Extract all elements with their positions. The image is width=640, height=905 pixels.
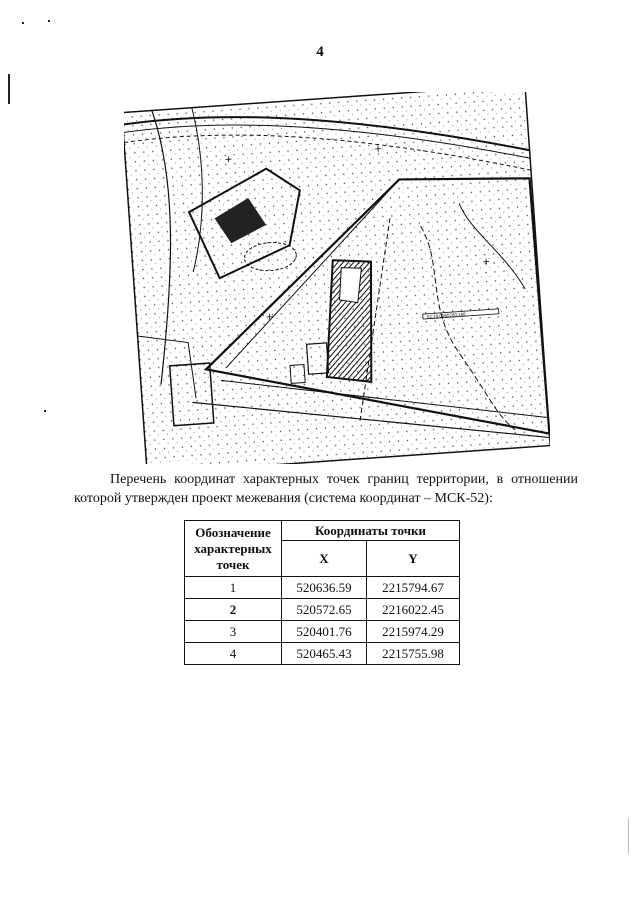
page-number: 4 <box>316 44 324 60</box>
point-cell: 1 <box>185 577 282 599</box>
scan-speck <box>48 20 50 22</box>
scan-edge-line <box>8 74 10 104</box>
x-cell: 520572.65 <box>282 599 367 621</box>
caption-text: Перечень координат характерных точек границ территории, в отношении которой утвержден проект межевания (система координат – МСК-52): <box>74 472 578 506</box>
y-cell: 2215974.29 <box>367 621 460 643</box>
table-row <box>185 577 460 599</box>
scan-speck <box>22 22 24 24</box>
cadastral-map <box>124 92 550 464</box>
coordinates-table <box>184 520 460 665</box>
x-header: X <box>282 541 367 577</box>
scan-speck <box>628 818 629 854</box>
point-cell: 2 <box>185 599 282 621</box>
table-row <box>185 621 460 643</box>
scan-speck <box>44 410 46 412</box>
x-cell: 520465.43 <box>282 643 367 665</box>
x-cell: 520401.76 <box>282 621 367 643</box>
coordinates-caption <box>74 470 578 508</box>
table-row <box>185 599 460 621</box>
point-cell: 4 <box>185 643 282 665</box>
point-cell: 3 <box>185 621 282 643</box>
table-row <box>185 643 460 665</box>
point-designation-header: Обозначение характерных точек <box>185 521 282 577</box>
parcel-label: 52:18:0060200:168 <box>426 311 466 320</box>
x-cell: 520636.59 <box>282 577 367 599</box>
y-header: Y <box>367 541 460 577</box>
coordinates-header: Координаты точки <box>282 521 460 541</box>
y-cell: 2215794.67 <box>367 577 460 599</box>
y-cell: 2216022.45 <box>367 599 460 621</box>
y-cell: 2215755.98 <box>367 643 460 665</box>
